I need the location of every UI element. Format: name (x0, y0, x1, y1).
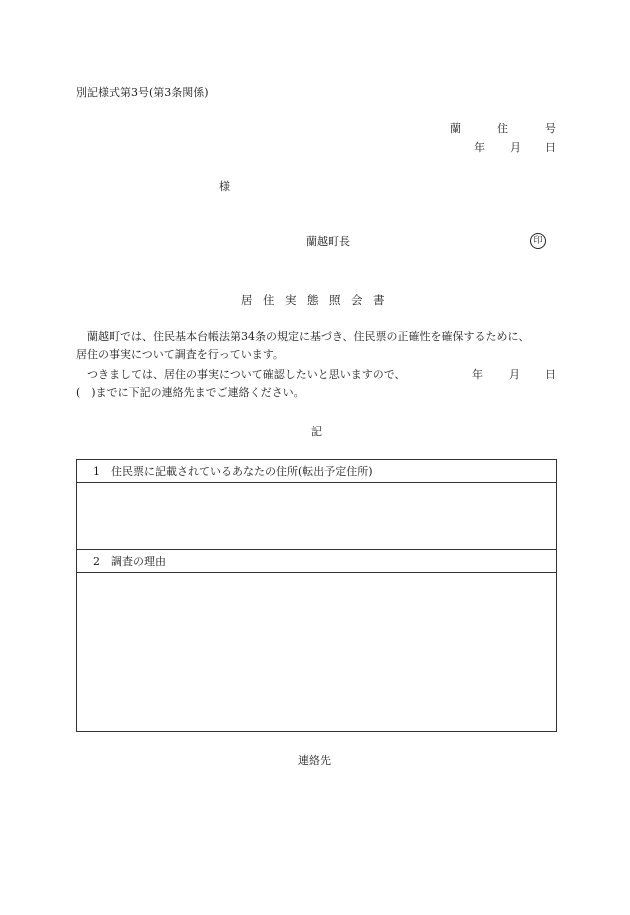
reason-blank-cell (77, 573, 557, 732)
table-row (77, 460, 557, 483)
info-table (76, 459, 557, 732)
addressee-suffix: 様 (219, 180, 230, 193)
reply-date-day: 日 (545, 368, 556, 381)
row2-label: 2 調査の理由 (93, 555, 166, 568)
body-line-2: 居住の事実について調査を行っています。 (76, 348, 284, 361)
ki-heading: 記 (311, 425, 322, 438)
doc-number-suffix: 号 (545, 122, 556, 135)
date-year: 年 (474, 141, 485, 154)
form-label: 別記様式第3号(第3条関係) (76, 86, 209, 99)
body-line-1: 蘭越町では、住民基本台帳法第34条の規定に基づき、住民票の正確性を確保するために、 (87, 330, 530, 343)
doc-number-mid: 住 (497, 122, 508, 135)
reply-date-month: 月 (509, 368, 520, 381)
body-line-3: つきましては、居住の事実について確認したいと思いますので、 (87, 368, 406, 381)
row1-label: 1 住民票に記載されているあなたの住所(転出予定住所) (93, 465, 373, 478)
table-row (77, 483, 557, 550)
sender-name: 蘭越町長 (306, 235, 350, 248)
body-line-4: ( )までに下記の連絡先までご連絡ください。 (76, 386, 305, 399)
doc-number-prefix: 蘭 (450, 122, 461, 135)
reply-date-year: 年 (472, 368, 483, 381)
document-title: 居住実態照会書 (241, 293, 395, 307)
body-paragraph (76, 328, 566, 364)
table-row (77, 550, 557, 573)
official-seal-mark (530, 233, 546, 249)
seal-char: 印 (533, 235, 543, 246)
contact-label: 連絡先 (298, 754, 331, 767)
date-month: 月 (510, 141, 521, 154)
table-cell (77, 550, 557, 573)
table-cell (77, 460, 557, 483)
table-row (77, 573, 557, 732)
address-blank-cell (77, 483, 557, 550)
date-day: 日 (545, 141, 556, 154)
